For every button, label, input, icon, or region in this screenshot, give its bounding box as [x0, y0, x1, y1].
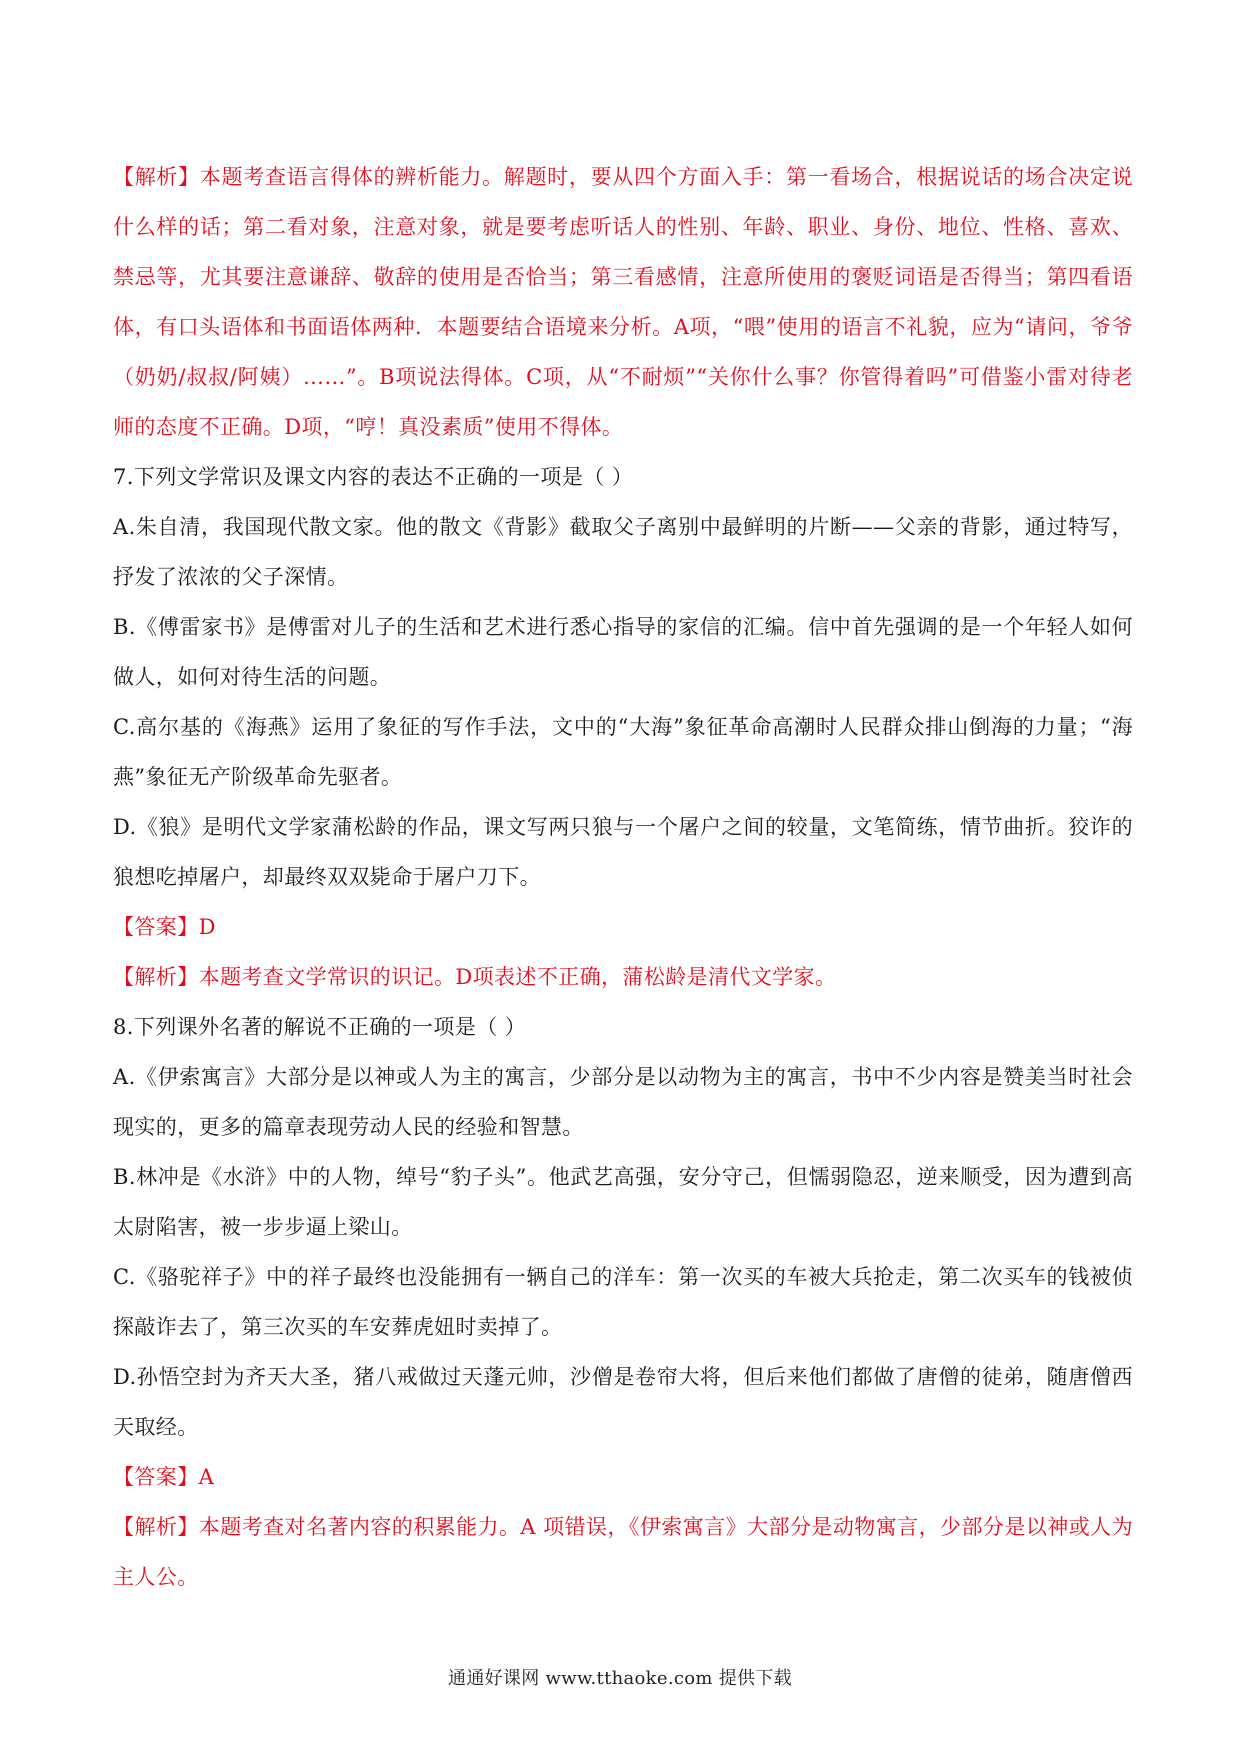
- page-footer: 通通好课网 www.tthaoke.com 提供下载: [448, 1668, 792, 1689]
- q7-option-a: A.朱自清，我国现代散文家。他的散文《背影》截取父子离别中最鲜明的片断——父亲的背影，通过特写，抒发了浓浓的父子深情。: [113, 515, 1133, 589]
- q7-answer: 【答案】D: [113, 915, 216, 939]
- q7-option-c: C.高尔基的《海燕》运用了象征的写作手法，文中的“大海”象征革命高潮时人民群众排山倒海的力量；“海燕”象征无产阶级革命先驱者。: [113, 715, 1133, 789]
- q7-stem: 7.下列文学常识及课文内容的表达不正确的一项是（ ）: [113, 465, 634, 489]
- q7-analysis: 【解析】本题考查文学常识的识记。D项表述不正确，蒲松龄是清代文学家。: [113, 965, 837, 989]
- q7-option-b: B.《傅雷家书》是傅雷对儿子的生活和艺术进行悉心指导的家信的汇编。信中首先强调的是一个年轻人如何做人，如何对待生活的问题。: [113, 615, 1133, 689]
- q8-option-b: B.林冲是《水浒》中的人物，绰号“豹子头”。他武艺高强，安分守己，但懦弱隐忍，逆来顺受，因为遭到高太尉陷害，被一步步逼上梁山。: [113, 1165, 1133, 1239]
- q8-analysis: 【解析】本题考查对名著内容的积累能力。A 项错误，《伊索寓言》大部分是动物寓言，少部分是以神或人为主人公。: [113, 1515, 1133, 1589]
- document-body: [113, 152, 1133, 1602]
- q8-stem: 8.下列课外名著的解说不正确的一项是（ ）: [113, 1015, 527, 1039]
- q8-option-a: A.《伊索寓言》大部分是以神或人为主的寓言，少部分是以动物为主的寓言，书中不少内容是赞美当时社会现实的，更多的篇章表现劳动人民的经验和智慧。: [113, 1065, 1133, 1139]
- q6-analysis: 【解析】本题考查语言得体的辨析能力。解题时，要从四个方面入手：第一看场合，根据说话的场合决定说什么样的话；第二看对象，注意对象，就是要考虑听话人的性别、年龄、职业、身份、地位、性格、喜欢、禁忌等，尤其要注意谦辞、敬辞的使用是否恰当；第三看感情，注意所使用的褒贬词语是否得当；第四看语体，有口头语体和书面语体两种．本题要结合语境来分析。A项，“喂”使用的语言不礼貌，应为“请问，爷爷（奶奶/叔叔/阿姨）……”。B项说法得体。C项，从“不耐烦”“关你什么事？你管得着吗”可借鉴小雷对待老师的态度不正确。D项，“哼！真没素质”使用不得体。: [113, 165, 1133, 439]
- q8-option-d: D.孙悟空封为齐天大圣，猪八戒做过天蓬元帅，沙僧是卷帘大将，但后来他们都做了唐僧的徒弟，随唐僧西天取经。: [113, 1365, 1133, 1439]
- q8-answer: 【答案】A: [113, 1465, 215, 1489]
- q7-option-d: D.《狼》是明代文学家蒲松龄的作品，课文写两只狼与一个屠户之间的较量，文笔简练，情节曲折。狡诈的狼想吃掉屠户，却最终双双毙命于屠户刀下。: [113, 815, 1133, 889]
- q8-option-c: C.《骆驼祥子》中的祥子最终也没能拥有一辆自己的洋车：第一次买的车被大兵抢走，第二次买车的钱被侦探敲诈去了，第三次买的车安葬虎妞时卖掉了。: [113, 1265, 1133, 1339]
